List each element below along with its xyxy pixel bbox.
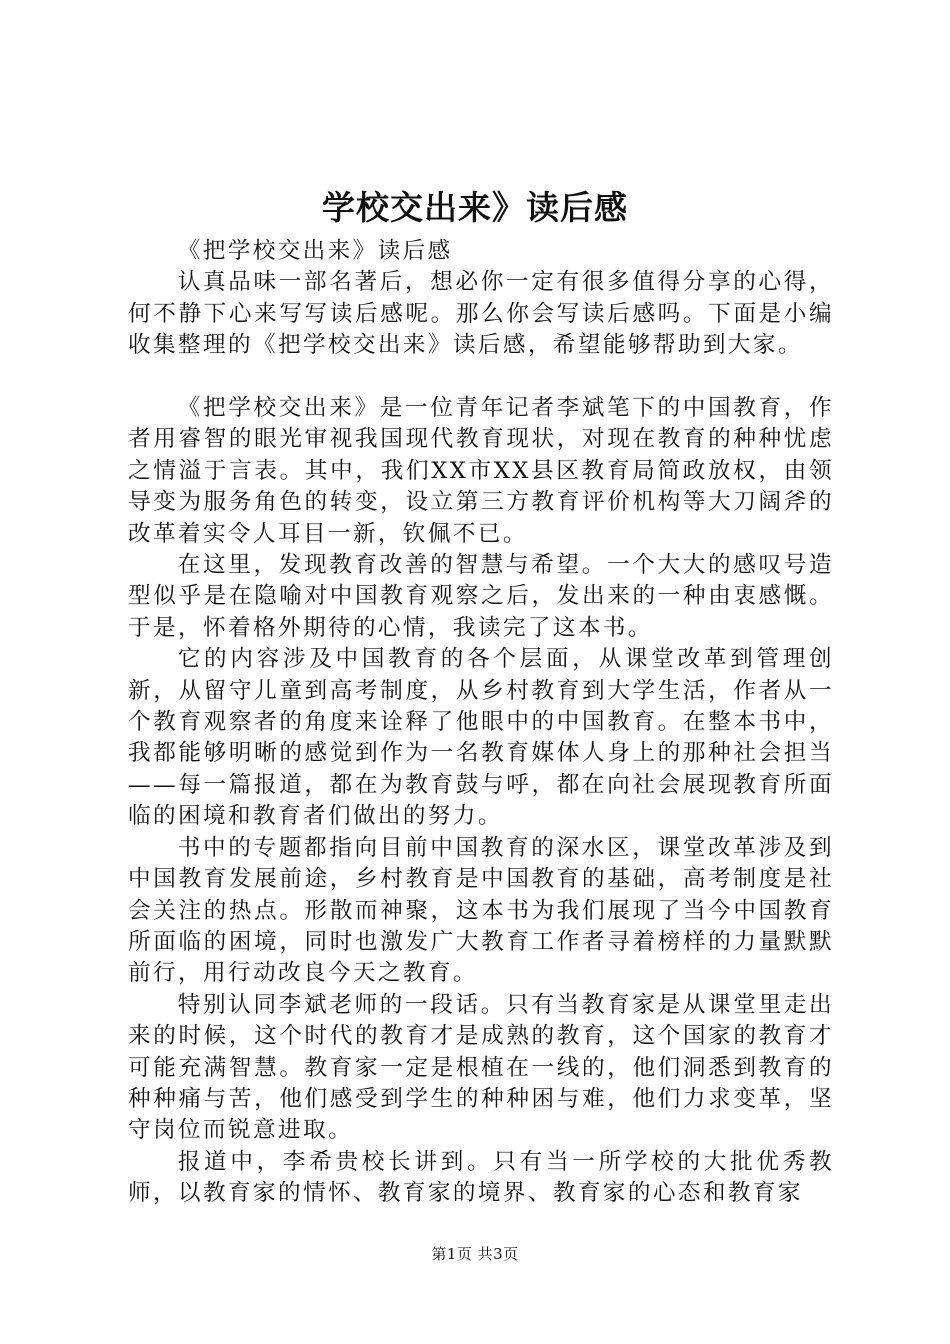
page-footer-indicator: 第1页 共3页	[431, 1245, 519, 1263]
paragraph: 《把学校交出来》是一位青年记者李斌笔下的中国教育，作者用睿智的眼光审视我国现代教育现状，对现在教育的种种忧虑之情溢于言表。其中，我们XX市XX县区教育局简政放权，由领导变为服务角色的转变，设立第三方教育评价机构等大刀阔斧的改革着实令人耳目一新，钦佩不已。	[128, 395, 834, 547]
paragraph: 在这里，发现教育改善的智慧与希望。一个大大的感叹号造型似乎是在隐喻对中国教育观察之后，发出来的一种由衷感慨。于是，怀着格外期待的心情，我读完了这本书。	[128, 552, 834, 641]
paragraph: 它的内容涉及中国教育的各个层面，从课堂改革到管理创新，从留守儿童到高考制度，从乡村教育到大学生活，作者从一个教育观察者的角度来诠释了他眼中的中国教育。在整本书中，我都能够明晰的感觉到作为一名教育媒体人身上的那种社会担当——每一篇报道，都在为教育鼓与呼，都在向社会展现教育所面临的困境和教育者们做出的努力。	[128, 646, 834, 830]
paragraph-intro: 认真品味一部名著后，想必你一定有很多值得分享的心得，何不静下心来写写读后感呢。那么你会写读后感吗。下面是小编收集整理的《把学校交出来》读后感，希望能够帮助到大家。	[128, 269, 834, 359]
document-body	[128, 236, 834, 1210]
paragraph: 报道中，李希贵校长讲到。只有当一所学校的大批优秀教师，以教育家的情怀、教育家的境界、教育家的心态和教育家	[128, 1148, 834, 1207]
document-subtitle: 《把学校交出来》读后感	[177, 238, 453, 264]
paragraph: 特别认同李斌老师的一段话。只有当教育家是从课堂里走出来的时候，这个时代的教育才是成熟的教育，这个国家的教育才可能充满智慧。教育家一定是根植在一线的，他们洞悉到教育的种种痛与苦，他们感受到学生的种种困与难，他们力求变革，坚守岗位而锐意进取。	[128, 991, 834, 1144]
paragraph: 书中的专题都指向目前中国教育的深水区，课堂改革涉及到中国教育发展前途，乡村教育是中国教育的基础，高考制度是社会关注的热点。形散而神聚，这本书为我们展现了当今中国教育所面临的困境，同时也激发广大教育工作者寻着榜样的力量默默前行，用行动改良今天之教育。	[128, 834, 834, 987]
document-title: 学校交出来》读后感	[322, 188, 628, 227]
